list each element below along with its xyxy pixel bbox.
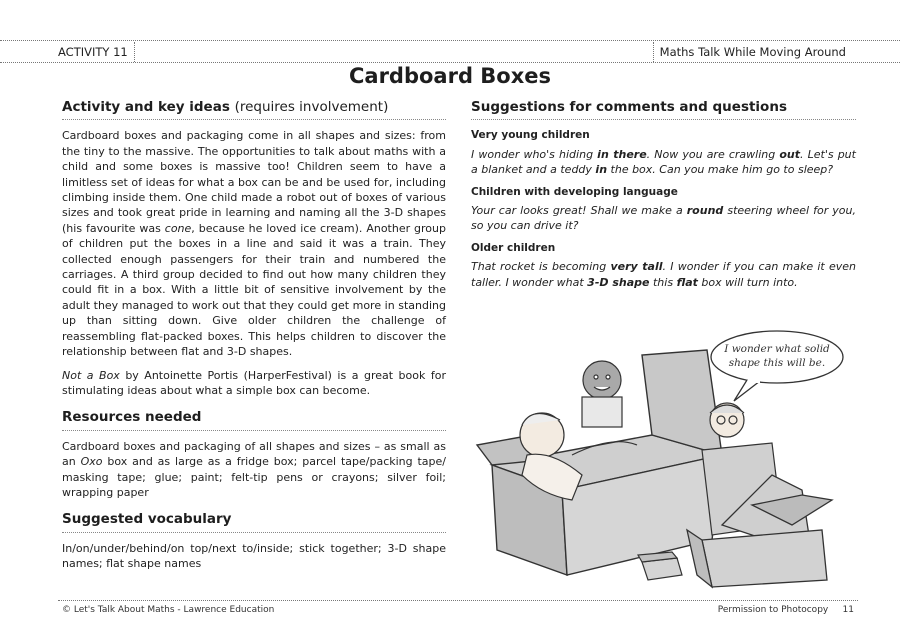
suggestion-fragment: the box. Can you make him go to sleep?	[607, 163, 834, 177]
footer-rule	[58, 600, 858, 601]
suggestion-fragment: steering wheel for you, so you can drive it?	[471, 204, 857, 233]
book-paragraph	[62, 368, 446, 399]
suggestion-keyword: 3-D shape	[587, 275, 650, 289]
suggestion-fragment: box will turn into.	[697, 275, 798, 289]
child-peeking	[582, 361, 622, 427]
resources-heading: Resources needed	[62, 410, 446, 430]
suggestion-keyword: very tall	[610, 260, 663, 274]
right-column	[471, 100, 856, 297]
suggestion-group-label: Older children	[471, 241, 556, 254]
suggestion-keyword: round	[686, 204, 724, 218]
suggestion-fragment: . I wonder if you can make it even taller. I wonder what	[471, 260, 856, 289]
suggestion-fragment: That rocket is becoming	[471, 260, 611, 274]
suggestion-text	[471, 147, 856, 178]
top-rule-lower	[0, 62, 900, 63]
suggestion-groups	[471, 128, 856, 290]
suggestion-keyword: in	[595, 163, 608, 177]
speech-text-line1: I wonder what solid	[724, 343, 830, 355]
tiny-box	[638, 552, 682, 580]
suggestion-group-label: Very young children	[471, 129, 590, 142]
suggestion-keyword: in there	[597, 147, 647, 161]
resources-section	[62, 410, 446, 500]
suggestion-group-label: Children with developing language	[471, 185, 678, 198]
vocab-section	[62, 512, 446, 571]
book-text: by Antoinette Portis (HarperFestival) is a great book for stimulating ideas about what a simple box can become.	[62, 368, 446, 397]
activity-section	[62, 100, 446, 398]
activity-heading	[62, 100, 446, 120]
page-title: Cardboard Boxes	[348, 64, 552, 88]
suggestion-fragment: this	[649, 275, 677, 289]
top-rule	[0, 40, 900, 41]
activity-note: (requires involvement)	[234, 99, 389, 115]
footer-copyright: © Let's Talk About Maths - Lawrence Education	[62, 605, 275, 615]
suggestion-keyword: flat	[676, 275, 698, 289]
speech-text-line2: shape this will be.	[728, 357, 826, 369]
resources-paragraph	[62, 439, 446, 501]
suggestion-fragment: I wonder who's hiding	[471, 147, 598, 161]
resources-text: Cardboard boxes and packaging of all shapes and sizes – as small as an	[62, 439, 446, 469]
suggestion-fragment: . Now you are crawling	[646, 147, 780, 161]
suggestion-text	[471, 203, 856, 234]
activity-text: Cardboard boxes and packaging come in all shapes and sizes: from the tiny to the massive. The opportunities to talk about maths with a child and some boxes is massive too! Children seem to have a limitless set of ideas for what a box can be and be used for, including climbing inside them. One child made a robot out of boxes of various sizes and took great pride in learning and naming all the 3-D shapes (his favourite was	[62, 129, 446, 235]
activity-text-end: , because he loved ice cream). Another group of children put the boxes in a line and said it was a train. They collected enough passengers for their train and numbered the carriages. A third group decided to find out how many children they could fit in a box. With a little bit of sensitive involvement by the adult they managed to work out that they could get more in standing up than sitting down. Give older children the challenge of reassembling flat-packed boxes. This helps children to discover the relationship between flat and 3-D shapes.	[62, 221, 446, 359]
activity-tag: ACTIVITY 11	[52, 42, 135, 62]
vocab-paragraph: In/on/under/behind/on top/next to/inside; stick together; 3-D shape names; flat shape names	[62, 541, 446, 571]
suggestions-heading: Suggestions for comments and questions	[471, 100, 856, 120]
activity-emphasis: cone	[164, 221, 192, 235]
suggestion-text	[471, 259, 856, 290]
book-title: Not a Box	[62, 368, 120, 382]
footer-permission: Permission to Photocopy 11	[717, 605, 854, 615]
suggestion-keyword: out	[779, 147, 800, 161]
children-in-boxes-illustration	[472, 325, 852, 595]
resources-text-end: box and as large as a fridge box; parcel tape/packing tape/ masking tape; glue; paint; felt-tip pens or crayons; silver foil; wrapping paper	[62, 455, 447, 499]
speech-bubble	[711, 331, 843, 401]
activity-heading-text: Activity and key ideas	[62, 99, 230, 115]
vocab-heading: Suggested vocabulary	[62, 512, 446, 532]
topic-tag: Maths Talk While Moving Around	[653, 42, 852, 62]
suggestion-fragment: Your car looks great! Shall we make a	[471, 204, 687, 218]
resources-emphasis: Oxo	[80, 455, 103, 469]
suggestion-fragment: . Let's put a blanket and a teddy	[471, 147, 856, 177]
activity-paragraph	[62, 128, 446, 359]
left-column	[62, 100, 446, 584]
